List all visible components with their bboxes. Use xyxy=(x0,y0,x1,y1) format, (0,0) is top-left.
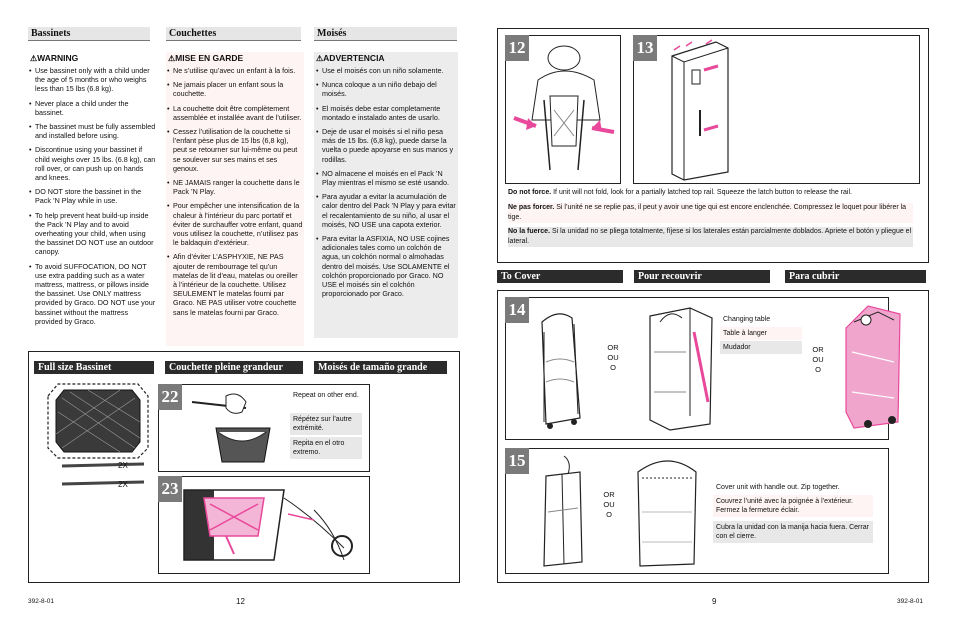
header-full-size-es: Moisés de tamaño grande xyxy=(314,361,447,374)
note-en xyxy=(508,188,913,198)
step-15-number: 15 xyxy=(505,448,529,474)
or-line: OU xyxy=(812,355,824,364)
step-15-text-en: Cover unit with handle out. Zip together. xyxy=(716,484,840,491)
warning-column-es xyxy=(316,66,456,303)
warning-item: • Cessez l’utilisation de la couchette si l’enfant pèse plus de 15 lbs (6,8 kg), peut se retourner sur lui-même ou peut se soulever sur ses mains et ses genoux. xyxy=(167,127,303,173)
section-header-couchettes: Couchettes xyxy=(166,27,301,41)
warning-item: • Nunca coloque a un niño debajo del moisés. xyxy=(316,80,456,98)
header-to-cover-en: To Cover xyxy=(497,270,623,283)
label-changing-table-en: Changing table xyxy=(723,316,771,323)
warning-triangle-icon: ⚠ xyxy=(30,54,38,63)
step-14-illustration-c xyxy=(838,302,908,432)
warning-item: • Ne s’utilise qu’avec un enfant à la fois. xyxy=(167,66,303,75)
step-22-text-es: Repita en el otro extremo. xyxy=(290,437,362,459)
section-header-bassinets: Bassinets xyxy=(28,27,150,41)
step-14-illustration-b xyxy=(630,302,730,432)
section-header-moises: Moisés xyxy=(314,27,457,41)
note-es-bold: No la fuerce. xyxy=(508,228,551,235)
warning-label-es: ADVERTENCIA xyxy=(323,53,385,63)
step-22-text-en: Repeat on other end. xyxy=(293,392,359,399)
or-label-15 xyxy=(597,490,621,520)
warning-column-en xyxy=(29,66,157,331)
warning-item: • Use el moisés con un niño solamente. xyxy=(316,66,456,75)
step-15-text-es: Cubra la unidad con la manija hacia fuera. Cerrar con el cierre. xyxy=(713,521,873,543)
header-full-size-en: Full size Bassinet xyxy=(34,361,154,374)
step-15-text-fr: Couvrez l’unité avec la poignée à l’extérieur. Fermez la fermeture éclair. xyxy=(713,495,873,517)
step-13-number: 13 xyxy=(633,35,657,61)
note-en-text: If unit will not fold, look for a partially latched top rail. Squeeze the latch button to release the rail. xyxy=(551,189,852,196)
header-to-cover-es: Para cubrir xyxy=(785,270,926,283)
page-number-left: 12 xyxy=(236,597,245,606)
step-22-text-fr: Répétez sur l’autre extrémité. xyxy=(290,413,362,435)
mattress-illustration xyxy=(40,378,160,498)
warning-bar-en xyxy=(28,52,156,65)
header-to-cover-fr: Pour recouvrir xyxy=(634,270,770,283)
step-23-number: 23 xyxy=(158,476,182,502)
header-full-size-fr: Couchette pleine grandeur xyxy=(165,361,303,374)
step-23-illustration xyxy=(164,480,364,570)
or-line: OR xyxy=(603,490,615,499)
footer-code-left: 392-8-01 xyxy=(28,598,55,605)
warning-item: • To avoid SUFFOCATION, DO NOT use extra padding such as a water mattress, mattress, or pillows inside the bassinet. Use ONLY mattress provided by Graco. DO NOT use your bassinet without the mattress provided by Graco. xyxy=(29,262,157,326)
note-es-text: Si la unidad no se pliega totalmente, fíjese si los laterales están parcialmente doblados. Apriete el botón y pliegue el lateral. xyxy=(508,228,912,245)
or-line: OR xyxy=(607,343,619,352)
or-line: OR xyxy=(812,345,824,354)
warning-item: • DO NOT store the bassinet in the Pack ’N Play while in use. xyxy=(29,187,157,205)
warning-triangle-icon: ⚠ xyxy=(168,54,176,63)
warning-item: • Para ayudar a evitar la acumulación de calor dentro del Pack ’N Play y para evitar el recalentamiento de su niño, al usar el moisés, NO USE una capota exterior. xyxy=(316,192,456,229)
label-changing-table-fr: Table à langer xyxy=(720,327,802,340)
note-en-bold: Do not force. xyxy=(508,189,552,196)
warning-item: • La couchette doit être complètement assemblée et installée avant de l’utiliser. xyxy=(167,104,303,122)
or-line: O xyxy=(606,510,612,519)
or-text-15 xyxy=(597,490,621,520)
step-15-illustration-b xyxy=(628,452,708,572)
or-label-14a xyxy=(601,343,625,373)
label-changing-table-es: Mudador xyxy=(720,341,802,354)
warning-label-fr: MISE EN GARDE xyxy=(175,53,244,63)
or-line: O xyxy=(815,365,821,374)
warning-item: • Use bassinet only with a child under the age of 5 months or who weighs less than 15 lbs (6.8 kg). xyxy=(29,66,157,94)
step-12-number: 12 xyxy=(505,35,529,61)
warning-item: • Ne jamais placer un enfant sous la couchette. xyxy=(167,80,303,98)
warning-triangle-icon: ⚠ xyxy=(316,54,324,63)
warning-item: • Discontinue using your bassinet if child weighs over 15 lbs. (6.8 kg), can roll over, or can push up on hands and knees. xyxy=(29,145,157,182)
warning-item: • Afin d’éviter L’ASPHYXIE, NE PAS ajouter de rembourrage tel qu’un matelas de lit d’eau, matelas ou oreiller à l’intérieur de la couchette. Utilisez SEULEMENT le matelas fourni par Graco. NE PAS utiliser votre couchette sans le matelas fourni par Graco. xyxy=(167,252,303,316)
or-line: OU xyxy=(607,353,619,362)
footer-code-right: 392-8-01 xyxy=(897,598,924,605)
step-22-illustration xyxy=(186,388,286,468)
warning-label-en: WARNING xyxy=(37,53,79,63)
or-line: O xyxy=(610,363,616,372)
note-fr-bold: Ne pas forcer. xyxy=(508,204,555,211)
warning-item: • El moisés debe estar completamente montado e instalado antes de usarlo. xyxy=(316,104,456,122)
warning-item: • To help prevent heat build-up inside the Pack ’N Play and to avoid overheating your child, when using the bassinet DO NOT use an outdoor canopy. xyxy=(29,211,157,257)
step-12-illustration xyxy=(510,40,620,180)
warning-column-fr xyxy=(167,66,303,322)
or-label-14b xyxy=(806,345,830,375)
or-line: OU xyxy=(603,500,615,509)
quantity-label-1: 2X xyxy=(118,461,128,470)
warning-item: • Para evitar la ASFIXIA, NO USE cojines adicionales tales como un colchón de agua, un colchón normal o almohadas dentro del moisés. Use SOLAMENTE el colchón proporcionado por Graco. NO USE el moisés sin el colchón proporcionado por Graco. xyxy=(316,234,456,298)
step-13-illustration xyxy=(666,40,746,180)
note-es xyxy=(508,227,913,247)
or-text-14a xyxy=(601,343,625,373)
note-fr-text: Si l’unité ne se replie pas, il peut y avoir une tige qui est encore enclenchée. Compressez le loquet pour libérer la tige. xyxy=(508,204,907,221)
warning-item: • Pour empêcher une intensification de la chaleur à l’intérieur du parc portatif et éviter de surchauffer votre enfant, quand vous utilisez la couchette, n’utilisez pas le baldaquin d’extérieur. xyxy=(167,201,303,247)
note-fr xyxy=(508,203,913,223)
warning-item: • Deje de usar el moisés si el niño pesa más de 15 lbs. (6,8 kg), puede darse la vuelta o puede apoyarse en sus manos y rodillas. xyxy=(316,127,456,164)
step-22-number: 22 xyxy=(158,384,182,410)
warning-item: • NO almacene el moisés en el Pack ’N Play mientras el mismo se esté usando. xyxy=(316,169,456,187)
page-number-right: 9 xyxy=(712,597,717,606)
step-15-illustration-a xyxy=(534,452,594,572)
warning-item: • NE JAMAIS ranger la couchette dans le Pack ’N Play. xyxy=(167,178,303,196)
warning-bar-fr xyxy=(166,52,304,65)
quantity-label-2: 2X xyxy=(118,480,128,489)
warning-item: • The bassinet must be fully assembled and installed before using. xyxy=(29,122,157,140)
warning-item: • Never place a child under the bassinet. xyxy=(29,99,157,117)
step-14-number: 14 xyxy=(505,297,529,323)
or-text-14b xyxy=(806,345,830,375)
warning-bar-es xyxy=(314,52,458,65)
